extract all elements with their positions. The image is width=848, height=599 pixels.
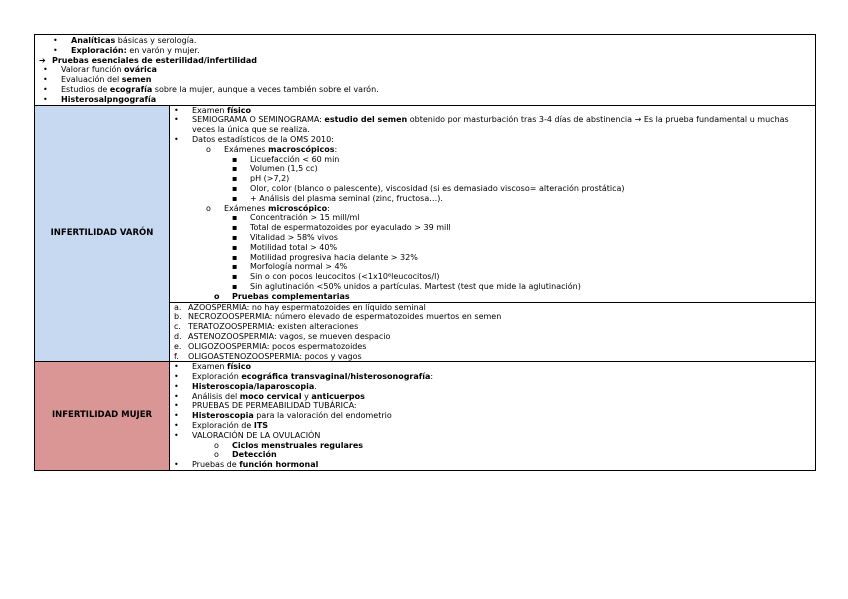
section-heading: ➔ Pruebas esenciales de esterilidad/infertilidad bbox=[39, 55, 258, 65]
list-item: • Datos estadísticos de la OMS 2010: bbox=[174, 134, 334, 144]
list-item: • Analíticas básicas y serología. bbox=[53, 36, 197, 45]
sub-item: o Detección bbox=[214, 450, 277, 460]
varon-content-cell bbox=[170, 105, 816, 302]
list-item: • Pruebas de función hormonal bbox=[174, 460, 319, 470]
sub-sub-item: ▪ Total de espermatozoides por eyaculado > 39 mill bbox=[232, 223, 451, 233]
mujer-content-cell bbox=[170, 362, 816, 471]
mujer-label-cell: INFERTILIDAD MUJER bbox=[35, 362, 170, 471]
varon-label-cell: INFERTILIDAD VARÓN bbox=[35, 105, 170, 362]
intro-list bbox=[34, 34, 816, 105]
sub-sub-item: ▪ Morfología normal > 4% bbox=[232, 262, 348, 272]
list-item: • Exploración de ITS bbox=[174, 421, 269, 431]
sub-sub-item: ▪ Sin o con pocos leucocitos (<1x10⁶leucocitos/l) bbox=[232, 272, 440, 282]
alpha-item: e. OLIGOZOOSPERMIA: pocos espermatozoides bbox=[174, 341, 367, 351]
sub-sub-item: ▪ Motilidad total > 40% bbox=[232, 242, 338, 252]
arrow-icon: ➔ bbox=[39, 55, 46, 65]
sub-sub-item: ▪ Sin aglutinación <50% unidos a partículas. Martest (test que mide la aglutinación) bbox=[232, 281, 581, 291]
sub-sub-item: ▪ Licuefacción < 60 min bbox=[232, 154, 340, 164]
sub-sub-item: ▪ Concentración > 15 mill/ml bbox=[232, 213, 360, 223]
sub-sub-item: ▪ Motilidad progresiva hacia delante > 32% bbox=[232, 252, 418, 262]
sub-sub-item: ▪ + Análisis del plasma seminal (zinc, fructosa…). bbox=[232, 193, 443, 203]
list-item: • Histerosalpngografía bbox=[43, 94, 157, 104]
sub-sub-item: ▪ Volumen (1,5 cc) bbox=[232, 164, 318, 174]
list-item: • PRUEBAS DE PERMEABILIDAD TUBÁRICA: bbox=[174, 401, 357, 411]
sub-sub-item: ▪ Vitalidad > 58% vivos bbox=[232, 232, 338, 242]
list-item: • Exploración ecográfica transvaginal/histerosonografía: bbox=[174, 372, 434, 382]
infertility-table bbox=[34, 105, 816, 471]
alpha-item: f. OLIGOASTENOZOOSPERMIA: pocos y vagos bbox=[174, 351, 362, 361]
list-item: • Estudios de ecografía sobre la mujer, aunque a veces también sobre el varón. bbox=[43, 84, 379, 94]
list-item: • Examen físico bbox=[174, 362, 251, 372]
list-item: • Exploración: en varón y mujer. bbox=[53, 45, 200, 55]
list-item: • Análisis del moco cervical y anticuerpos bbox=[174, 391, 365, 401]
sub-item: o Exámenes microscópico: bbox=[206, 203, 330, 213]
sub-item: o Exámenes macroscópicos: bbox=[206, 144, 338, 154]
sub-sub-item: ▪ pH (>7,2) bbox=[232, 174, 290, 184]
list-item: • Evaluación del semen bbox=[43, 75, 152, 85]
sub-sub-item: ▪ Olor, color (blanco o palescente), viscosidad (si es demasiado viscoso= alteración prostática) bbox=[232, 183, 625, 193]
alpha-item: c. TERATOZOOSPERMIA: existen alteraciones bbox=[174, 322, 359, 332]
alpha-item: b. NECROZOOSPERMIA: número elevado de espermatozoides muertos en semen bbox=[174, 312, 502, 322]
sub-item: o Ciclos menstruales regulares bbox=[214, 440, 364, 450]
list-item: • Examen físico bbox=[174, 105, 251, 115]
alpha-item: a. AZOOSPERMIA: no hay espermatozoides en líquido seminal bbox=[174, 302, 426, 312]
list-item: • SEMIOGRAMA O SEMINOGRAMA: estudio del semen obtenido por masturbación tras 3-4 días de abstinencia → Es la prueba fundamental u muchas veces la única que se realiza. bbox=[174, 115, 789, 135]
list-item: • VALORACIÓN DE LA OVULACIÓN bbox=[174, 430, 321, 440]
varon-alpha-cell bbox=[170, 302, 816, 362]
sub-item: o Pruebas complementarias bbox=[214, 291, 350, 301]
document-page bbox=[34, 34, 816, 471]
list-item: • Histeroscopia para la valoración del endometrio bbox=[174, 411, 392, 421]
list-item: • Valorar función ovárica bbox=[43, 65, 157, 75]
alpha-item: d. ASTENOZOOSPERMIA: vagos, se mueven despacio bbox=[174, 331, 391, 341]
list-item: • Histeroscopia/laparoscopia. bbox=[174, 381, 317, 391]
